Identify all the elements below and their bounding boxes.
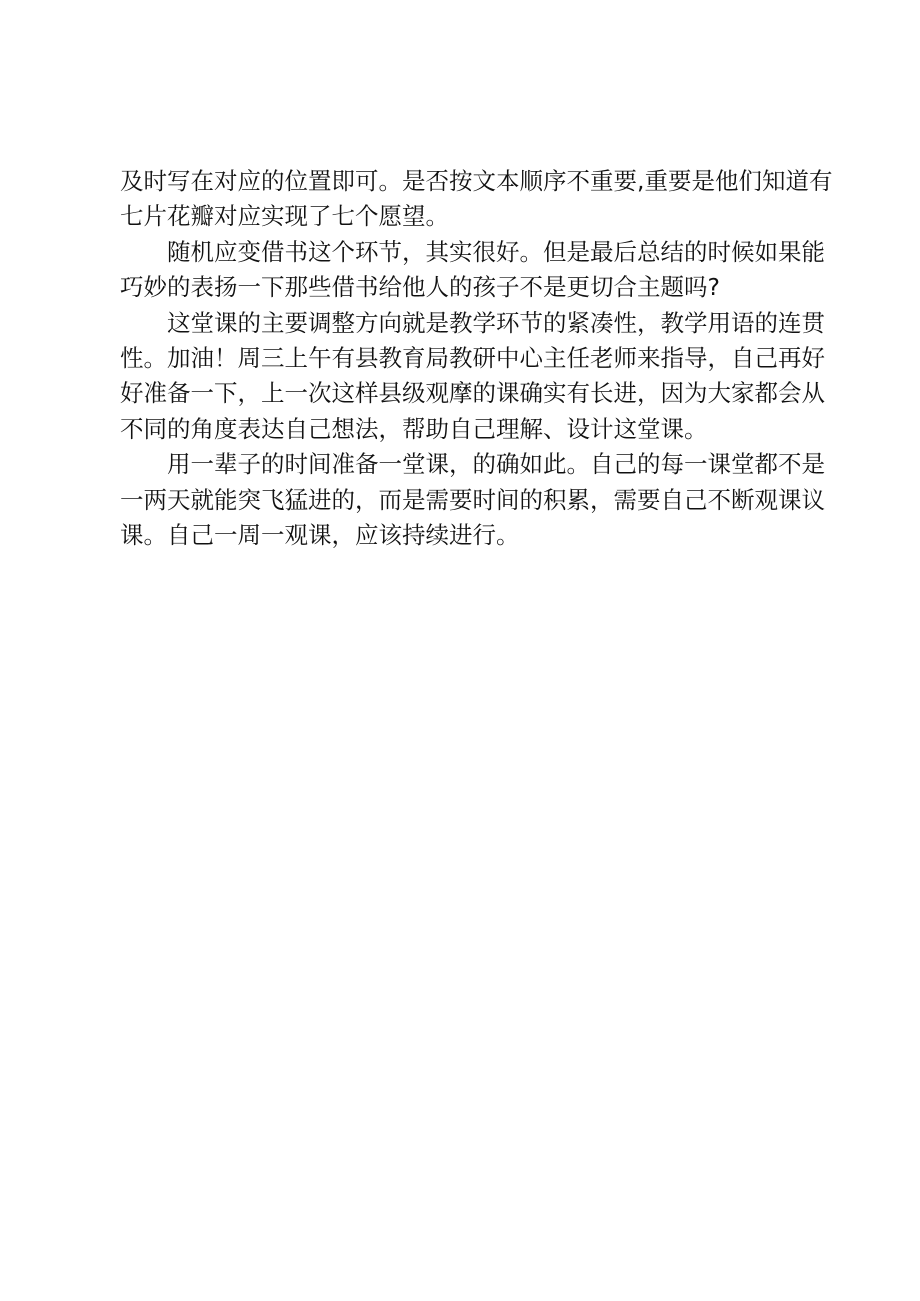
text-line: 一两天就能突飞猛进的，而是需要时间的积累，需要自己不断观课议 — [120, 485, 825, 514]
text-line: 用一辈子的时间准备一堂课，的确如此。自己的每一课堂都不是 — [167, 450, 825, 479]
text-line: 七片花瓣对应实现了七个愿望。 — [120, 202, 449, 231]
text-line: 性。加油！周三上午有县教育局教研中心主任老师来指导，自己再好 — [120, 344, 825, 373]
paragraph-3 — [120, 306, 825, 448]
text-line: 不同的角度表达自己想法，帮助自己理解、设计这堂课。 — [120, 414, 708, 443]
document-body — [120, 164, 833, 553]
paragraph-4 — [120, 447, 825, 553]
text-line: 随机应变借书这个环节，其实很好。但是最后总结的时候如果能 — [167, 237, 825, 266]
text-line: 这堂课的主要调整方向就是教学环节的紧凑性，教学用语的连贯 — [167, 308, 825, 337]
text-line: 课。自己一周一观课，应该持续进行。 — [120, 521, 520, 550]
text-line: 好准备一下，上一次这样县级观摩的课确实有长进，因为大家都会从 — [120, 379, 825, 408]
paragraph-1 — [120, 164, 833, 235]
text-line: 巧妙的表扬一下那些借书给他人的孩子不是更切合主题吗? — [120, 273, 720, 302]
paragraph-2 — [120, 235, 825, 306]
text-line: 及时写在对应的位置即可。是否按文本顺序不重要,重要是他们知道有 — [120, 167, 833, 195]
